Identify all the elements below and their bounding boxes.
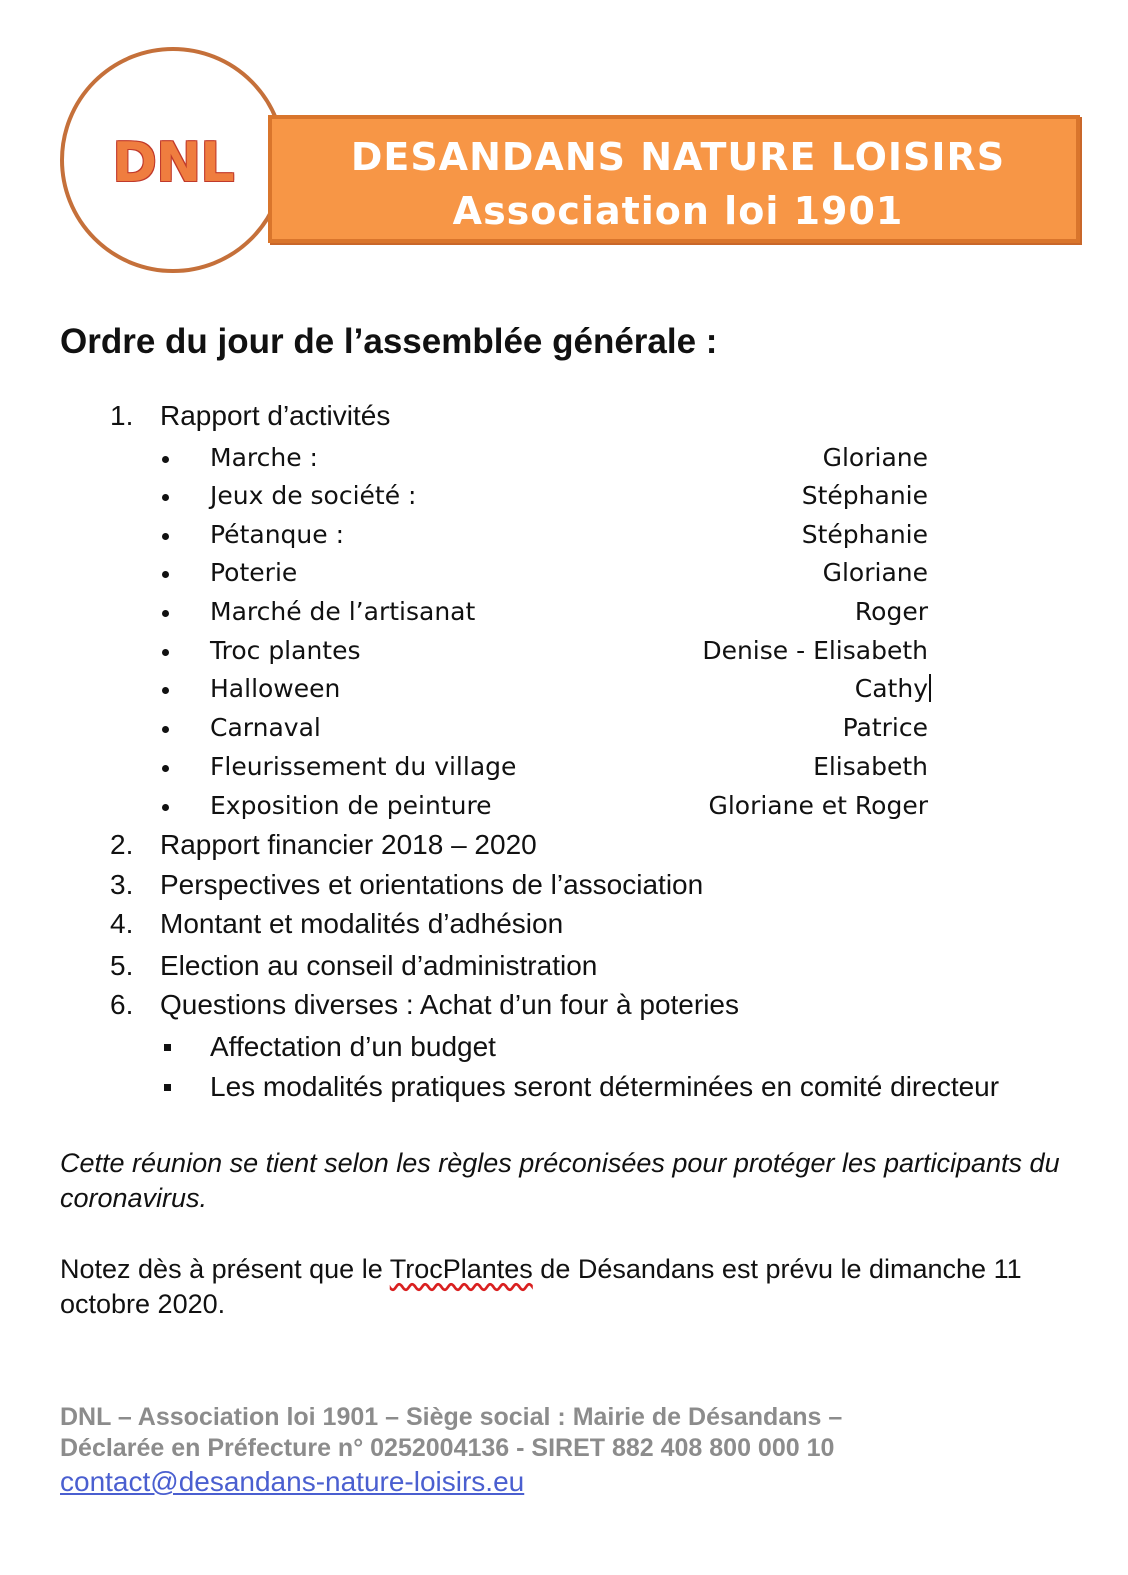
bullet-icon	[162, 533, 169, 540]
activity-name: Carnaval	[210, 713, 321, 742]
activity-row	[0, 713, 1128, 743]
footer-line-1: DNL – Association loi 1901 – Siège social : Mairie de Désandans –	[60, 1403, 843, 1431]
activity-name: Poterie	[210, 558, 298, 587]
activity-row	[0, 791, 1128, 821]
activity-name: Jeux de société :	[210, 481, 417, 510]
agenda-text: Rapport financier 2018 – 2020	[160, 829, 537, 860]
bullet-icon	[162, 456, 169, 463]
square-bullet-icon	[164, 1084, 171, 1091]
agenda-number: 1.	[110, 400, 134, 431]
activity-row	[0, 636, 1128, 666]
trocplantes-notice	[60, 1252, 1060, 1322]
activity-name: Exposition de peinture	[210, 791, 492, 820]
activity-name: Halloween	[210, 674, 341, 703]
bullet-icon	[162, 687, 169, 694]
bullet-icon	[162, 610, 169, 617]
activity-row	[0, 558, 1128, 588]
activity-name: Fleurissement du village	[210, 752, 517, 781]
logo-text: DNL	[112, 131, 234, 194]
agenda-number: 3.	[110, 869, 134, 900]
square-bullet-icon	[164, 1044, 171, 1051]
text-cursor-icon	[929, 674, 931, 702]
agenda-text: Questions diverses : Achat d’un four à poteries	[160, 989, 739, 1020]
activity-person: Patrice	[842, 713, 928, 742]
footer-line-2: Déclarée en Préfecture n° 0252004136 - SIRET 882 408 800 000 10	[60, 1434, 835, 1462]
activity-name: Marché de l’artisanat	[210, 597, 476, 626]
agenda-number: 6.	[110, 989, 134, 1020]
bullet-icon	[162, 571, 169, 578]
activity-row	[0, 443, 1128, 473]
activity-person: Elisabeth	[813, 752, 928, 781]
activity-person: Stéphanie	[801, 520, 928, 549]
agenda-text: Rapport d’activités	[160, 400, 391, 431]
agenda-number: 5.	[110, 950, 134, 981]
activity-name: Troc plantes	[210, 636, 361, 665]
activity-person	[855, 674, 931, 703]
page-title: Ordre du jour de l’assemblée générale :	[60, 322, 718, 361]
bullet-icon	[162, 726, 169, 733]
notice-text-after: de Désandans est prévu le dimanche 11 octobre 2020.	[60, 1254, 1022, 1319]
activity-row	[0, 597, 1128, 627]
bullet-icon	[162, 649, 169, 656]
activity-row	[0, 674, 1128, 704]
sub-item-text: Les modalités pratiques seront déterminées en comité directeur	[210, 1071, 1000, 1102]
banner-title: DESANDANS NATURE LOISIRS	[350, 135, 1006, 179]
agenda-text: Election au conseil d’administration	[160, 950, 598, 981]
activity-person: Gloriane et Roger	[708, 791, 928, 820]
header-banner	[268, 115, 1080, 243]
activity-person: Denise - Elisabeth	[702, 636, 928, 665]
notice-highlight: TrocPlantes	[389, 1254, 533, 1284]
contact-email-link[interactable]: contact@desandans-nature-loisirs.eu	[60, 1466, 525, 1497]
activity-person: Roger	[854, 597, 928, 626]
agenda-number: 4.	[110, 908, 134, 939]
activity-person: Gloriane	[822, 558, 928, 587]
agenda-text: Montant et modalités d’adhésion	[160, 908, 564, 939]
banner-subtitle: Association loi 1901	[452, 189, 904, 233]
activity-row	[0, 481, 1128, 511]
activity-name: Pétanque :	[210, 520, 344, 549]
activity-person: Gloriane	[822, 443, 928, 472]
bullet-icon	[162, 494, 169, 501]
activity-name: Marche :	[210, 443, 318, 472]
activity-person-text: Cathy	[854, 674, 928, 703]
bullet-icon	[162, 804, 169, 811]
logo-circle	[60, 47, 286, 273]
notice-text-before: Notez dès à présent que le	[60, 1254, 390, 1284]
agenda-text: Perspectives et orientations de l’association	[160, 869, 704, 900]
activity-person: Stéphanie	[801, 481, 928, 510]
covid-note: Cette réunion se tient selon les règles préconisées pour protéger les participants du coronavirus.	[60, 1148, 1060, 1213]
activity-row	[0, 752, 1128, 782]
activity-row	[0, 520, 1128, 550]
sub-item-text: Affectation d’un budget	[210, 1031, 496, 1062]
agenda-number: 2.	[110, 829, 134, 860]
bullet-icon	[162, 765, 169, 772]
